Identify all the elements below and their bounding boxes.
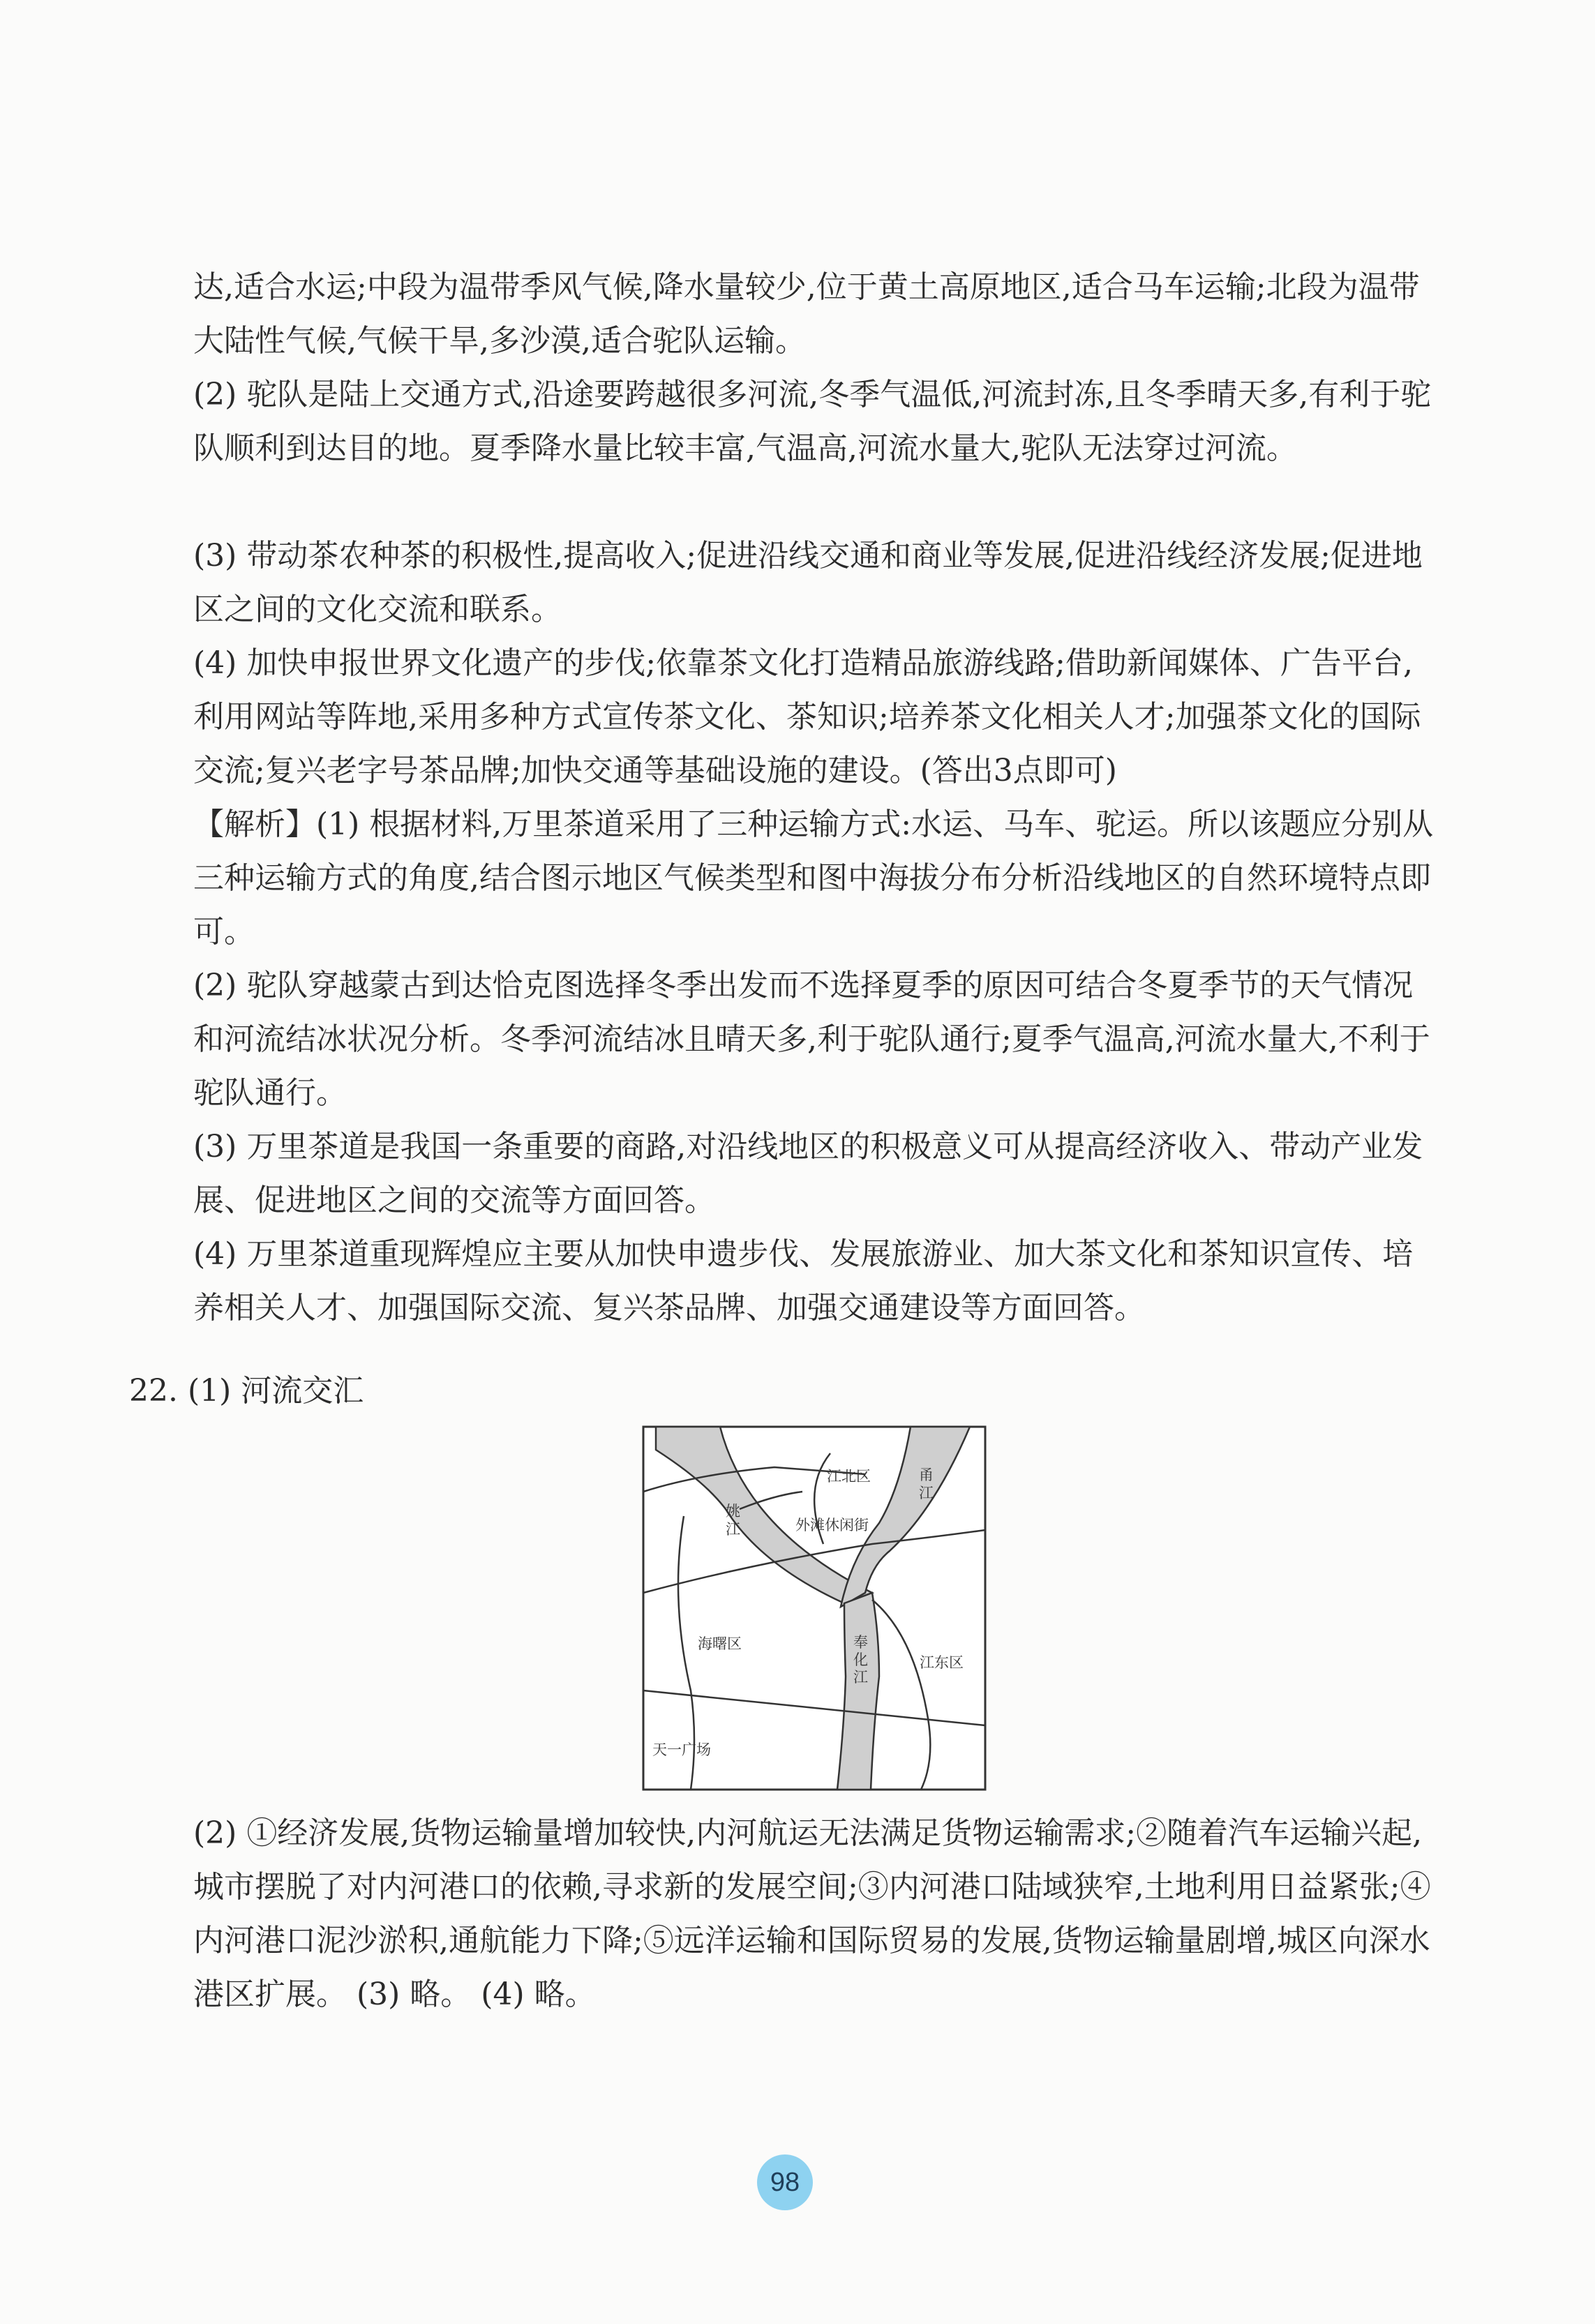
label-haishu: 海曙区 [698,1635,742,1652]
analysis-21-2: (2) 驼队穿越蒙古到达恰克图选择冬季出发而不选择夏季的原因可结合冬夏季节的天气情况和河流结冰状况分析。冬季河流结冰且晴天多,利于驼队通行;夏季气温高,河流水量大,不利于驼队通行。 [193,968,1430,1111]
label-fenghuajiang-3: 江 [853,1669,868,1686]
analysis-21-4: (4) 万里茶道重现辉煌应主要从加快申遗步伐、发展旅游业、加大茶文化和茶知识宣传、培养相关人才、加强国际交流、复兴茶品牌、加强交通建设等方面回答。 [193,1236,1414,1326]
answer-21-3: (3) 带动茶农种茶的积极性,提高收入;促进沿线交通和商业等发展,促进沿线经济发展;促进地区之间的文化交流和联系。 [193,538,1423,627]
label-tianyi: 天一广场 [652,1741,711,1758]
analysis-21-3: (3) 万里茶道是我国一条重要的商路,对沿线地区的积极意义可从提高经济收入、带动产业发展、促进地区之间的交流等方面回答。 [193,1129,1423,1218]
label-yaojiang-2: 江 [726,1521,740,1538]
question-22-answer-2-4: (2) ①经济发展,货物运输量增加较快,内河航运无法满足货物运输需求;②随着汽车运输兴起,城市摆脱了对内河港口的依赖,寻求新的发展空间;③内河港口陆域狭窄,土地利用日益紧张;④内河港口泥沙淤积,通航能力下降;⑤远洋运输和国际贸易的发展,货物运输量剧增,城区向深水港区扩展。 (3) 略。 (4) 略。 [193,1815,1431,2012]
analysis-21-1: 【解析】(1) 根据材料,万里茶道采用了三种运输方式:水运、马车、驼运。所以该题应分别从三种运输方式的角度,结合图示地区气候类型和图中海拔分布分析沿线地区的自然环境特点即可。 [193,807,1434,950]
page-number: 98 [757,2154,813,2210]
label-waitan: 外滩休闲街 [795,1517,869,1534]
label-yaojiang-1: 姚 [726,1503,740,1520]
label-jiangdong: 江东区 [920,1654,964,1671]
label-yongjiang-2: 江 [919,1485,934,1501]
river-confluence-map [642,1425,987,1791]
label-fenghuajiang-2: 化 [853,1651,868,1668]
label-jiangbei: 江北区 [827,1468,871,1485]
answer-21-2: (2) 驼队是陆上交通方式,沿途要跨越很多河流,冬季气温低,河流封冻,且冬季晴天多,有利于驼队顺利到达目的地。夏季降水量比较丰富,气温高,河流水量大,驼队无法穿过河流。 [193,377,1432,466]
answer-21-1-continued: 达,适合水运;中段为温带季风气候,降水量较少,位于黄土高原地区,适合马车运输;北段为温带大陆性气候,气候干旱,多沙漠,适合驼队运输。 [193,269,1420,359]
label-fenghuajiang-1: 奉 [853,1634,868,1651]
answer-21-4: (4) 加快申报世界文化遗产的步伐;依靠茶文化打造精品旅游线路;借助新闻媒体、广告平台,利用网站等阵地,采用多种方式宣传茶文化、茶知识;培养茶文化相关人才;加强茶文化的国际交流;复兴老字号茶品牌;加快交通等基础设施的建设。(答出3点即可) [193,645,1421,788]
question-22-answer-1: 22. (1) 河流交汇 [129,1373,364,1409]
label-yongjiang-1: 甬 [919,1467,934,1483]
